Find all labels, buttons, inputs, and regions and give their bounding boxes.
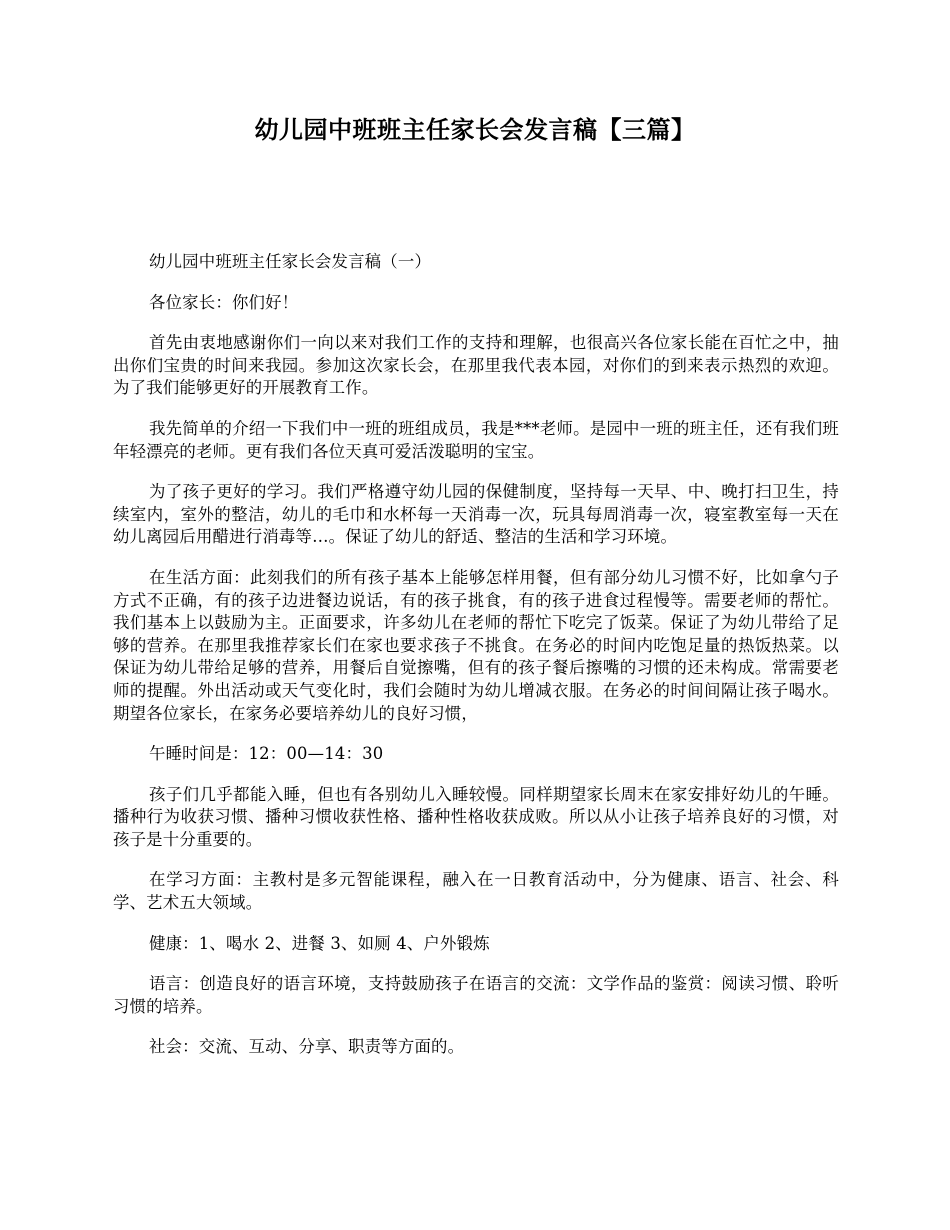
greeting: 各位家长：你们好！ — [149, 292, 299, 312]
paragraph: 为了孩子更好的学习。我们严格遵守幼儿园的保健制度，坚持每一天早、中、晚打扫卫生，持续室内，室外的整洁，幼儿的毛巾和水杯每一天消毒一次，玩具每周消毒一次，寝室教室每一天在幼儿离园后用醋进行消毒等…。保证了幼儿的舒适、整洁的生活和学习环境。 — [113, 482, 839, 547]
paragraph: 孩子们几乎都能入睡，但也有各别幼儿入睡较慢。同样期望家长周末在家安排好幼儿的午睡。播种行为收获习惯、播种习惯收获性格、播种性格收获成败。所以从小让孩子培养良好的习惯，对孩子是十分重要的。 — [113, 784, 839, 849]
document-body — [113, 251, 839, 1077]
paragraph: 社会：交流、互动、分享、职责等方面的。 — [149, 1037, 465, 1057]
paragraph: 在学习方面：主教村是多元智能课程，融入在一日教育活动中，分为健康、语言、社会、科学、艺术五大领域。 — [113, 870, 839, 913]
paragraph: 语言：创造良好的语言环境，支持鼓励孩子在语言的交流：文学作品的鉴赏：阅读习惯、聆听习惯的培养。 — [113, 974, 839, 1016]
section-heading: 幼儿园中班班主任家长会发言稿（一） — [149, 252, 432, 271]
health-list: 健康：1、喝水 2、进餐 3、如厕 4、户外锻炼 — [149, 933, 490, 953]
nap-time: 午睡时间是：12：00—14：30 — [149, 744, 384, 764]
document-title: 幼儿园中班班主任家长会发言稿【三篇】 — [254, 116, 696, 144]
paragraph: 我先简单的介绍一下我们中一班的班组成员，我是***老师。是园中一班的班主任，还有我们班年轻漂亮的老师。更有我们各位天真可爱活泼聪明的宝宝。 — [113, 418, 839, 461]
paragraph: 首先由衷地感谢你们一向以来对我们工作的支持和理解，也很高兴各位家长能在百忙之中，抽出你们宝贵的时间来我园。参加这次家长会，在那里我代表本园，对你们的到来表示热烈的欢迎。为了我们能够更好的开展教育工作。 — [113, 333, 839, 398]
paragraph: 在生活方面：此刻我们的所有孩子基本上能够怎样用餐，但有部分幼儿习惯不好，比如拿勺子方式不正确，有的孩子边进餐边说话，有的孩子挑食，有的孩子进食过程慢等。需要老师的帮忙。我们基本上以鼓励为主。正面要求，许多幼儿在老师的帮忙下吃完了饭菜。保证了为幼儿带给了足够的营养。在那里我推荐家长们在家也要求孩子不挑食。在务必的时间内吃饱足量的热饭热菜。以保证为幼儿带给足够的营养，用餐后自觉擦嘴，但有的孩子餐后擦嘴的习惯的还未构成。常需要老师的提醒。外出活动或天气变化时，我们会随时为幼儿增减衣服。在务必的时间间隔让孩子喝水。期望各位家长，在家务必要培养幼儿的良好习惯， — [113, 567, 839, 723]
